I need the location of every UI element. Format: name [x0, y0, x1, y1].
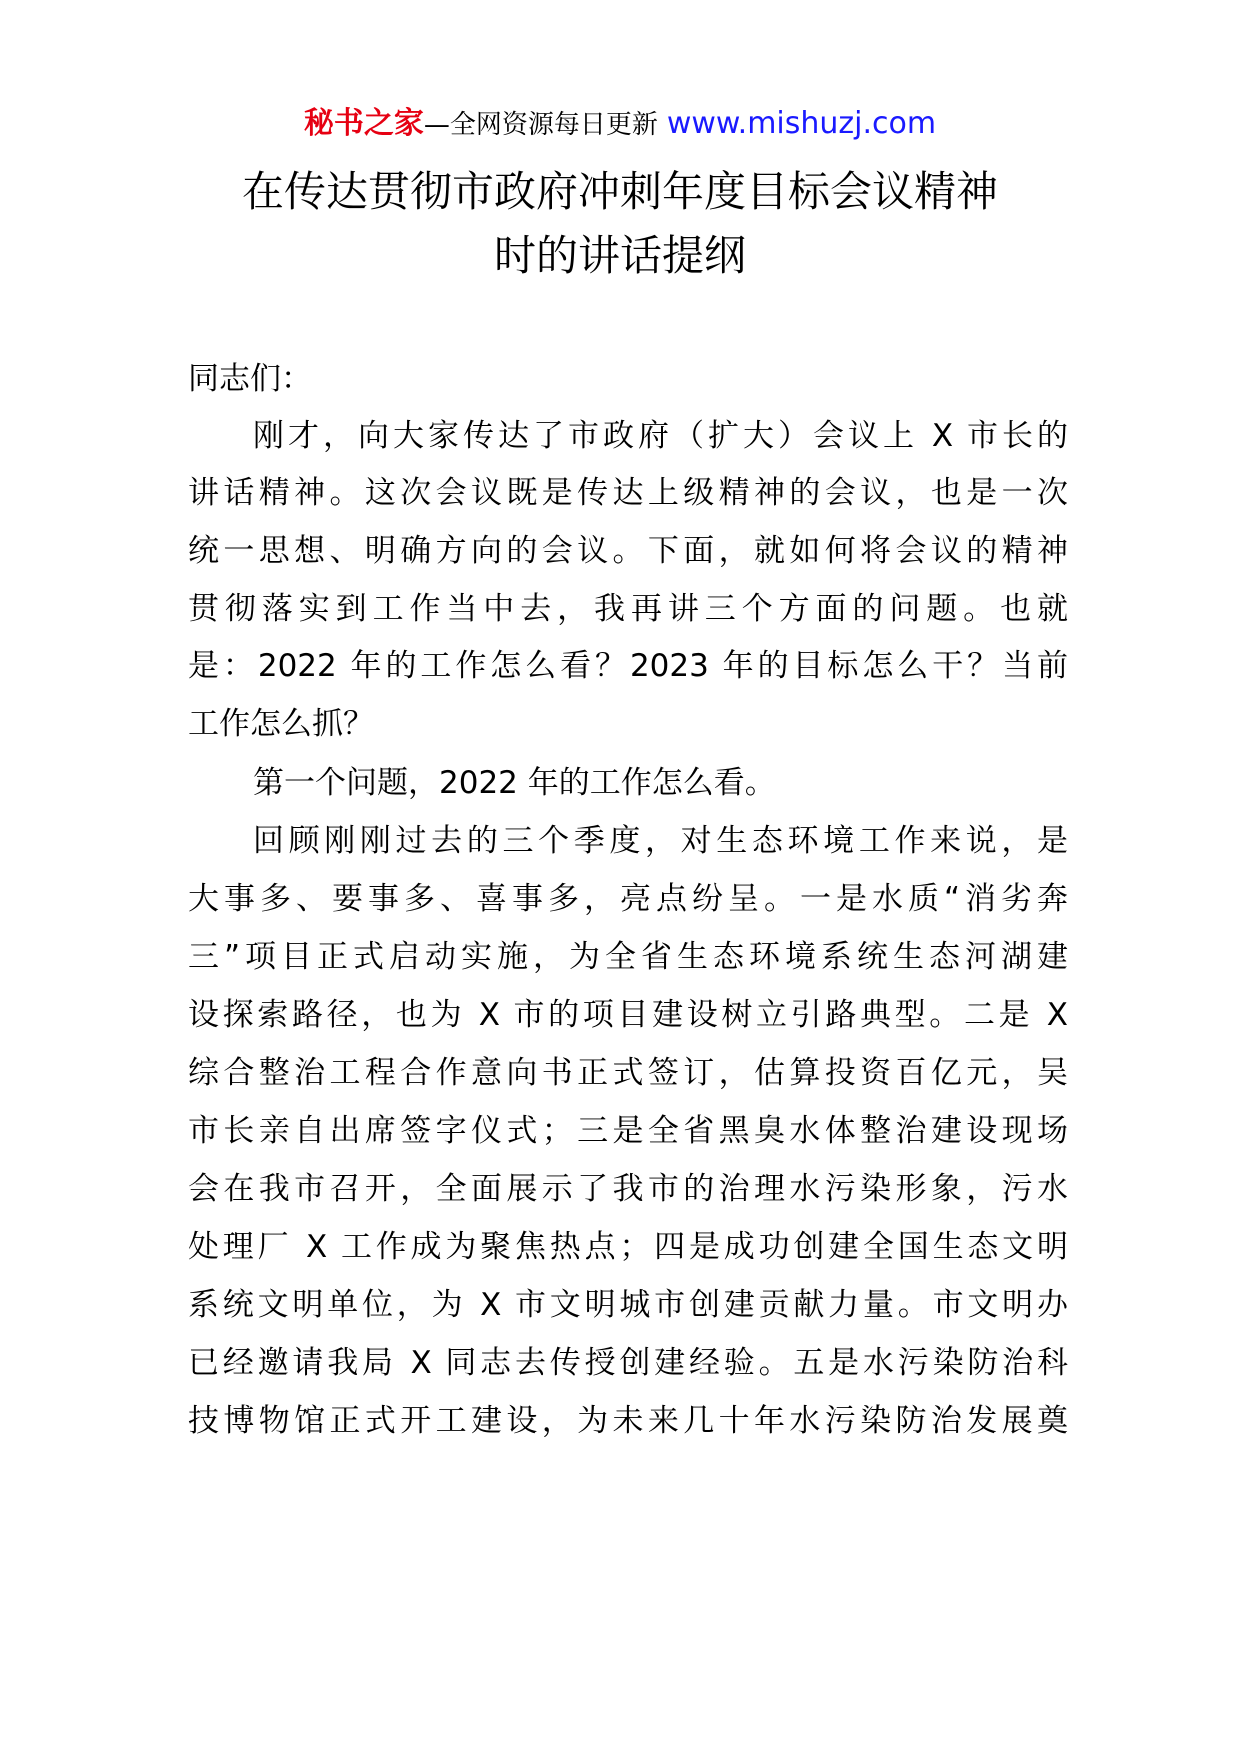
header-tagline: —全网资源每日更新: [423, 110, 658, 140]
site-link[interactable]: www.mishuzj.com: [666, 106, 937, 141]
paragraph-1-line-6: 工作怎么抓？: [188, 706, 374, 742]
section-heading-1: 第一个问题，2022 年的工作怎么看。: [253, 765, 776, 801]
paragraph-2-line-2: 大事多、要事多、喜事多，亮点纷呈。一是水质“消劣奔: [188, 881, 1068, 917]
paragraph-2-line-5: 综合整治工程合作意向书正式签订，估算投资百亿元，吴: [188, 1055, 1068, 1091]
paragraph-1-line-2: 讲话精神。这次会议既是传达上级精神的会议，也是一次: [188, 475, 1068, 511]
paragraph-2-line-9: 系统文明单位，为 X 市文明城市创建贡献力量。市文明办: [188, 1287, 1068, 1323]
paragraph-2-line-7: 会在我市召开，全面展示了我市的治理水污染形象，污水: [188, 1171, 1068, 1207]
paragraph-1-line-3: 统一思想、明确方向的会议。下面，就如何将会议的精神: [188, 533, 1068, 569]
title-line-2: 时的讲话提纲: [493, 231, 746, 280]
paragraph-2-line-4: 设探索路径，也为 X 市的项目建设树立引路典型。二是 X: [188, 997, 1068, 1033]
paragraph-2-line-1: 回顾刚刚过去的三个季度，对生态环境工作来说，是: [253, 823, 1068, 859]
salutation: 同志们：: [188, 361, 312, 397]
site-header: [0, 104, 1240, 145]
paragraph-1-line-5: 是：2022 年的工作怎么看？2023 年的目标怎么干？当前: [188, 648, 1068, 684]
paragraph-2-line-11: 技博物馆正式开工建设，为未来几十年水污染防治发展奠: [188, 1403, 1068, 1439]
document-title: [150, 160, 1090, 288]
title-line-1: 在传达贯彻市政府冲刺年度目标会议精神: [241, 167, 998, 216]
paragraph-2-line-10: 已经邀请我局 X 同志去传授创建经验。五是水污染防治科: [188, 1345, 1068, 1381]
paragraph-2-line-6: 市长亲自出席签字仪式；三是全省黑臭水体整治建设现场: [188, 1113, 1068, 1149]
paragraph-1-line-1: 刚才，向大家传达了市政府（扩大）会议上 X 市长的: [253, 418, 1068, 454]
paragraph-2-line-8: 处理厂 X 工作成为聚焦热点；四是成功创建全国生态文明: [188, 1229, 1068, 1265]
brand-name: 秘书之家: [303, 106, 424, 141]
paragraph-2-line-3: 三”项目正式启动实施，为全省生态环境系统生态河湖建: [188, 939, 1068, 975]
paragraph-1-line-4: 贯彻落实到工作当中去，我再讲三个方面的问题。也就: [188, 591, 1068, 627]
